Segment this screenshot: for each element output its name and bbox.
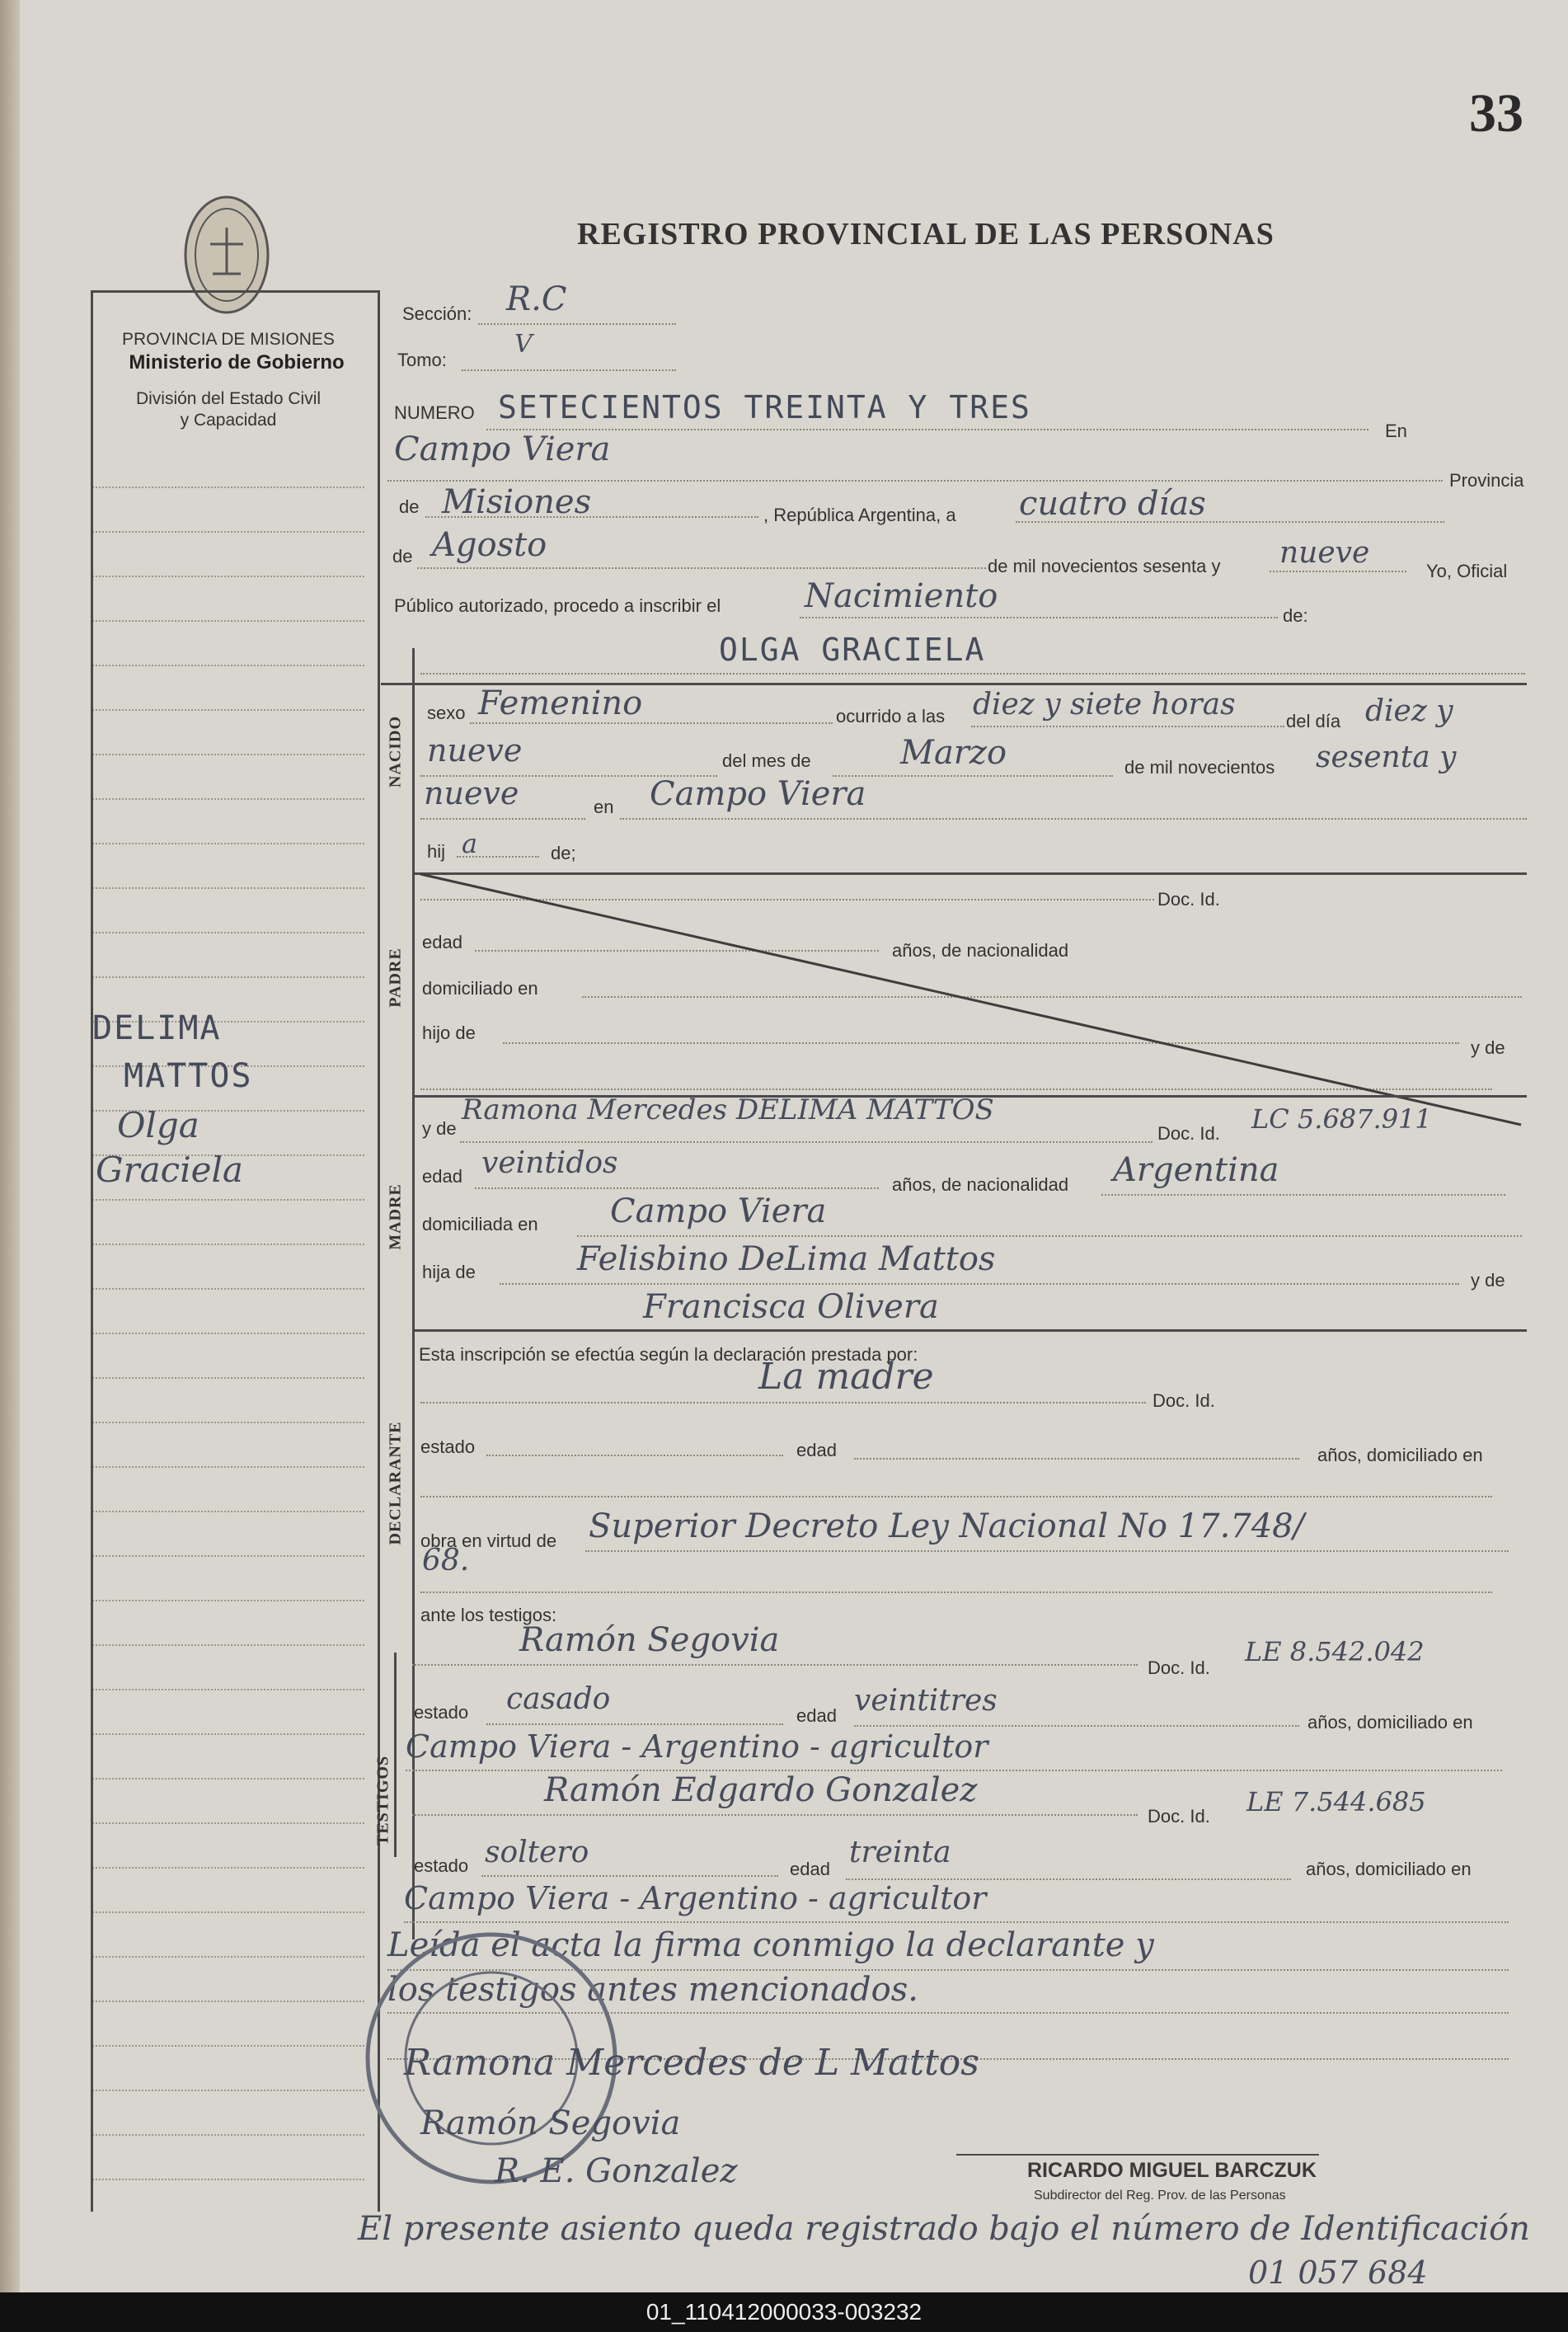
margin-ruled-line: [92, 1644, 364, 1646]
hora-line: [971, 726, 1284, 727]
testigo1-edad-value: veintitres: [854, 1684, 998, 1718]
testigo1-line: [412, 1664, 1138, 1666]
mil-novecientos-label: de mil novecientos sesenta y: [988, 556, 1221, 576]
testigo2-anos-label: años, domiciliado en: [1306, 1859, 1472, 1879]
madre-dom-value: Campo Viera: [610, 1192, 827, 1230]
cierre-value-a: Leída el acta la firma conmigo la declarante y: [387, 1926, 1154, 1964]
coat-of-arms-seal: [183, 195, 270, 315]
margin-ruled-line: [92, 1466, 364, 1468]
side-note-line1: DELIMA: [92, 1009, 222, 1047]
ocurrido-label: ocurrido a las: [836, 706, 946, 726]
madre-madre-value: Francisca Olivera: [643, 1288, 939, 1326]
lugar-nac-value: Campo Viera: [650, 775, 866, 813]
madre-edad-label: edad: [422, 1166, 462, 1187]
declarante-dom-line: [420, 1496, 1492, 1497]
margin-ruled-line: [92, 2001, 364, 2002]
en2-label: en: [594, 797, 614, 817]
page-number: 33: [1469, 83, 1523, 143]
yo-oficial-label: Yo, Oficial: [1426, 561, 1508, 581]
de2-label: de: [392, 546, 413, 567]
firma-testigo2: R. E. Gonzalez: [495, 2152, 738, 2190]
testigo2-edad-label: edad: [790, 1859, 830, 1879]
testigo1-edad-label: edad: [796, 1705, 837, 1726]
margin-ruled-line: [92, 2045, 364, 2047]
testigo2-value: Ramón Edgardo Gonzalez: [544, 1771, 978, 1809]
mes-nac-line: [833, 775, 1113, 777]
testigo2-doc-value: LE 7.544.685: [1246, 1786, 1426, 1817]
numero-line: [486, 429, 1368, 430]
padre-doc-label: Doc. Id.: [1157, 889, 1220, 910]
declarante-estado-line: [486, 1455, 783, 1456]
margin-ruled-line: [92, 1511, 364, 1512]
testigo2-dom-line: [404, 1921, 1509, 1923]
provincia-label: Provincia: [1449, 470, 1524, 491]
margin-ruled-line: [92, 1733, 364, 1735]
seccion-line: [478, 323, 676, 325]
padre-edad-label: edad: [422, 932, 462, 952]
declarante-doc-label: Doc. Id.: [1153, 1390, 1215, 1411]
padre-section-label: PADRE: [386, 947, 405, 1008]
margin-ruled-line: [92, 843, 364, 844]
province-name: PROVINCIA DE MISIONES: [122, 330, 335, 349]
testigo2-edad-value: treinta: [849, 1836, 951, 1869]
margin-ruled-line: [92, 932, 364, 933]
footer-code: 01_110412000033-003232: [0, 2292, 1568, 2332]
madre-nombre-line: [460, 1141, 1153, 1143]
testigo1-doc-value: LE 8.542.042: [1245, 1636, 1425, 1667]
madre-dom-label: domiciliada en: [422, 1214, 538, 1234]
ministry-name: Ministerio de Gobierno: [129, 351, 345, 374]
testigo1-anos-label: años, domiciliado en: [1307, 1712, 1473, 1733]
mes-line: [417, 567, 986, 569]
margin-ruled-line: [92, 709, 364, 711]
margin-ruled-line: [92, 576, 364, 577]
padre-dom-label: domiciliado en: [422, 978, 538, 999]
testigo1-dom-value: Campo Viera - Argentino - agricultor: [406, 1728, 988, 1765]
margin-ruled-line: [92, 1377, 364, 1379]
margin-ruled-line: [92, 1422, 364, 1423]
tomo-label: Tomo:: [397, 350, 447, 370]
testigo2-line: [412, 1814, 1138, 1816]
testigo2-estado-label: estado: [414, 1855, 469, 1876]
madre-dom-line: [577, 1235, 1522, 1237]
decreto-value-b: 68.: [422, 1544, 470, 1577]
mes-nac-value: Marzo: [900, 734, 1007, 772]
margin-top-rule: [91, 290, 379, 293]
testigos-label-rule: [394, 1653, 397, 1857]
margin-left-rule: [91, 290, 93, 2212]
margin-right-rule: [378, 290, 380, 2212]
inscripcion-label: Esta inscripción se efectúa según la declaración prestada por:: [419, 1344, 918, 1365]
mes-value: Agosto: [432, 526, 547, 564]
margin-ruled-line: [92, 1600, 364, 1601]
margin-ruled-line: [92, 2179, 364, 2180]
testigo2-estado-line: [481, 1875, 778, 1877]
hij-line: [457, 856, 539, 858]
padre-hijo-label: hijo de: [422, 1023, 476, 1043]
madre-edad-line: [475, 1187, 879, 1189]
side-note-line2: MATTOS: [124, 1057, 253, 1095]
padre-yde-label: y de: [1471, 1037, 1505, 1058]
declarante-line: [420, 1402, 1146, 1403]
margin-ruled-line: [92, 1689, 364, 1690]
en-label: En: [1385, 421, 1407, 441]
dia-value: cuatro días: [1019, 485, 1206, 523]
madre-yde2-label: y de: [1471, 1270, 1505, 1291]
anio-nac-value-b: nueve: [424, 775, 519, 811]
sexo-label: sexo: [427, 703, 466, 723]
firma-madre: Ramona Mercedes de L Mattos: [404, 2042, 979, 2084]
declarante-edad-line: [854, 1458, 1299, 1460]
firma-testigo1: Ramón Segovia: [420, 2104, 681, 2142]
madre-hija-label: hija de: [422, 1262, 476, 1282]
oficial-sign-line: [956, 2154, 1319, 2156]
de-colon-label: de:: [1283, 605, 1308, 626]
margin-ruled-line: [92, 1822, 364, 1824]
nacido-section-label: NACIDO: [386, 715, 405, 788]
lugar-line: [387, 480, 1443, 482]
madre-anos-label: años, de nacionalidad: [892, 1174, 1069, 1195]
nota-final: El presente asiento queda registrado bajo el número de Identificación: [358, 2210, 1530, 2248]
margin-ruled-line: [92, 487, 364, 488]
division-name: División del Estado Civil: [135, 389, 322, 408]
madre-doc-label: Doc. Id.: [1157, 1123, 1220, 1144]
capacity-name: y Capacidad: [180, 411, 277, 430]
padre-anos-label: años, de nacionalidad: [892, 940, 1069, 961]
madre-padre-value: Felisbino DeLima Mattos: [577, 1240, 996, 1278]
margin-ruled-line: [92, 1956, 364, 1958]
obra-line2: [420, 1591, 1492, 1593]
obra-label: obra en virtud de: [420, 1530, 557, 1551]
tomo-line: [462, 369, 676, 371]
margin-ruled-line: [92, 798, 364, 800]
provincia-value: Misiones: [442, 483, 592, 521]
margin-ruled-line: [92, 1555, 364, 1557]
binding-edge: [0, 0, 20, 2292]
testigo2-estado-value: soltero: [485, 1836, 589, 1869]
cierre-value-b: los testigos antes mencionados.: [387, 1971, 918, 2009]
margin-ruled-line: [92, 1199, 364, 1201]
margin-ruled-line: [92, 887, 364, 889]
hij-label: hij: [427, 841, 446, 862]
document-title: REGISTRO PROVINCIAL DE LAS PERSONAS: [577, 217, 1275, 252]
publico-label: Público autorizado, procedo a inscribir el: [394, 595, 721, 616]
decreto-value-a: Superior Decreto Ley Nacional No 17.748/: [589, 1507, 1305, 1545]
oficial-cargo: Subdirector del Reg. Prov. de las Personas: [1034, 2189, 1286, 2203]
numero-label: NUMERO: [394, 402, 475, 423]
declarante-section-label: DECLARANTE: [386, 1421, 405, 1545]
del-mes-label: del mes de: [722, 750, 811, 771]
testigo2-doc-label: Doc. Id.: [1148, 1806, 1210, 1827]
margin-ruled-line: [92, 665, 364, 666]
testigo1-value: Ramón Segovia: [519, 1621, 780, 1659]
nombre-value: OLGA GRACIELA: [719, 632, 986, 668]
margin-ruled-line: [92, 976, 364, 978]
testigo1-estado-label: estado: [414, 1702, 469, 1723]
ante-testigos-label: ante los testigos:: [420, 1605, 557, 1625]
republica-label: , República Argentina, a: [763, 505, 956, 525]
testigo1-edad-line: [854, 1725, 1299, 1727]
hora-value: diez y siete horas: [973, 688, 1236, 722]
de-label: de: [399, 496, 420, 517]
margin-ruled-line: [92, 620, 364, 622]
sexo-value: Femenino: [478, 684, 643, 722]
de-semi-label: de;: [551, 843, 576, 863]
margin-ruled-line: [92, 754, 364, 755]
testigo1-estado-line: [486, 1723, 783, 1725]
declarante-estado-label: estado: [420, 1436, 476, 1457]
testigo1-estado-value: casado: [506, 1682, 611, 1716]
madre-edad-value: veintidos: [481, 1146, 618, 1180]
testigo1-doc-label: Doc. Id.: [1148, 1657, 1210, 1678]
madre-hija-line: [500, 1283, 1459, 1285]
testigos-section-label: TESTIGOS: [373, 1755, 392, 1846]
hij-value: a: [462, 828, 478, 859]
sexo-line: [470, 722, 833, 724]
side-note-line4: Graciela: [96, 1150, 243, 1190]
lugar-value: Campo Viera: [394, 430, 611, 468]
side-note-line3: Olga: [117, 1105, 200, 1145]
madre-yde-label: y de: [422, 1118, 457, 1139]
margin-ruled-line: [92, 1244, 364, 1245]
madre-nombre-value: Ramona Mercedes DELIMA MATTOS: [462, 1093, 994, 1126]
obra-line: [585, 1550, 1509, 1552]
margin-ruled-line: [92, 1333, 364, 1334]
madre-nac-line: [1101, 1194, 1505, 1196]
seccion-label: Sección:: [402, 303, 472, 324]
madre-doc-value: LC 5.687.911: [1251, 1103, 1432, 1135]
numero-value: SETECIENTOS TREINTA Y TRES: [498, 389, 1031, 425]
margin-ruled-line: [92, 1911, 364, 1913]
margin-ruled-line: [92, 2090, 364, 2091]
anio-nac-value-a: sesenta y: [1316, 741, 1457, 774]
acto-line: [800, 617, 1278, 618]
oficial-name: RICARDO MIGUEL BARCZUK: [1027, 2159, 1317, 2182]
testigo2-dom-value: Campo Viera - Argentino - agricultor: [404, 1880, 987, 1916]
declarante-edad-label: edad: [796, 1440, 837, 1460]
mil-nov2-label: de mil novecientos: [1124, 757, 1275, 778]
declarante-value: La madre: [758, 1356, 934, 1398]
acto-value: Nacimiento: [805, 577, 998, 615]
dia-nac-value-a: diez y: [1365, 694, 1453, 728]
dia-nac-value-b: nueve: [427, 732, 523, 769]
nombre-line: [420, 673, 1525, 675]
nota-numero: 01 057 684: [1248, 2254, 1428, 2291]
tomo-value: V: [514, 330, 533, 359]
declarante-top-rule: [412, 1329, 1527, 1332]
margin-ruled-line: [92, 2134, 364, 2136]
madre-section-label: MADRE: [386, 1183, 405, 1250]
margin-ruled-line: [92, 531, 364, 533]
padre-cancel-strike: [412, 872, 1527, 1128]
declarante-anos-label: años, domiciliado en: [1317, 1445, 1483, 1465]
anio-nac-line: [420, 818, 585, 820]
madre-nac-value: Argentina: [1113, 1151, 1279, 1189]
margin-ruled-line: [92, 1867, 364, 1869]
seccion-value: R.C: [506, 280, 567, 318]
margin-ruled-line: [92, 1288, 364, 1290]
anio-line: [1270, 571, 1406, 572]
anio-value: nueve: [1279, 536, 1370, 570]
del-dia-label: del día: [1286, 711, 1341, 731]
margin-ruled-line: [92, 1778, 364, 1780]
lugar-nac-line: [620, 818, 1527, 820]
